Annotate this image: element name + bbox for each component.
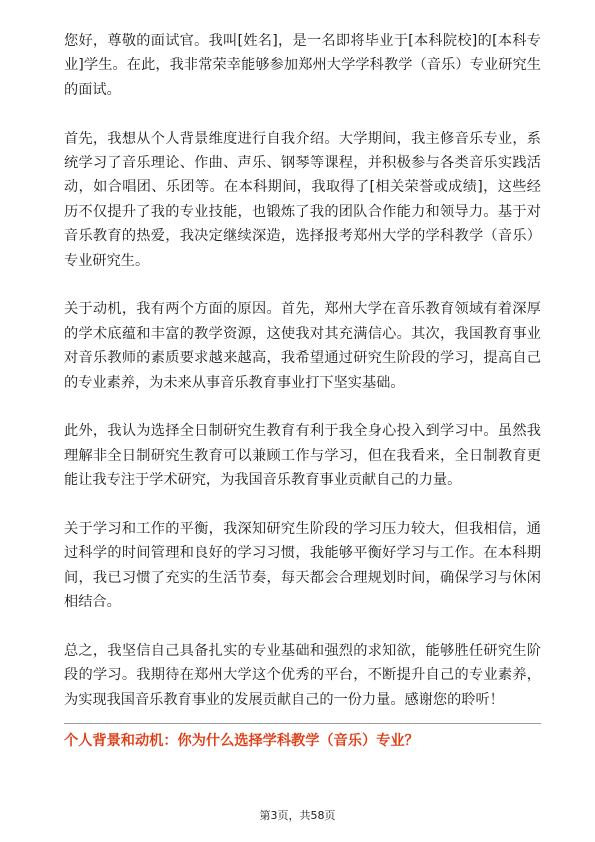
paragraph-spacer <box>64 102 541 126</box>
paragraph-motivation: 关于动机，我有两个方面的原因。首先，郑州大学在音乐教育领域有着深厚的学术底蕴和丰富的教学资源，这使我对其充满信心。其次，我国教育事业对音乐教师的素质要求越来越高，我希望通过研究生阶段的学习，提高自己的专业素养，为未来从事音乐教育事业打下坚实基础。 <box>64 301 541 391</box>
paragraph-balance: 关于学习和工作的平衡，我深知研究生阶段的学习压力较大，但我相信，通过科学的时间管理和良好的学习习惯，我能够平衡好学习与工作。在本科期间，我已习惯了充实的生活节奏，每天都会合理规划时间，确保学习与休闲相结合。 <box>64 521 541 611</box>
paragraph-background: 首先，我想从个人背景维度进行自我介绍。大学期间，我主修音乐专业，系统学习了音乐理论、作曲、声乐、钢琴等课程，并积极参与各类音乐实践活动，如合唱团、乐团等。在本科期间，我取得了[相关荣誉或成绩]，这些经历不仅提升了我的专业技能，也锻炼了我的团队合作能力和领导力。基于对音乐教育的热爱，我决定继续深造，选择报考郑州大学的学科教学（音乐）专业研究生。 <box>64 130 541 269</box>
paragraph-greeting: 您好，尊敬的面试官。我叫[姓名]，是一名即将毕业于[本科院校]的[本科专业]学生。在此，我非常荣幸能够参加郑州大学学科教学（音乐）专业研究生的面试。 <box>64 33 541 98</box>
paragraph-spacer <box>64 395 541 419</box>
question-heading: 个人背景和动机：你为什么选择学科教学（音乐）专业？ <box>64 733 419 750</box>
paragraph-spacer <box>64 493 541 517</box>
section-divider <box>64 723 541 724</box>
paragraph-conclusion: 总之，我坚信自己具备扎实的专业基础和强烈的求知欲，能够胜任研究生阶段的学习。我期待在郑州大学这个优秀的平台，不断提升自己的专业素养，为实现我国音乐教育事业的发展贡献自己的一份力量。感谢您的聆听！ <box>64 643 541 708</box>
page-footer: 第3页，共58页 <box>259 809 336 822</box>
paragraph-spacer <box>64 273 541 297</box>
document-body <box>64 29 541 753</box>
paragraph-full-time: 此外，我认为选择全日制研究生教育有利于我全身心投入到学习中。虽然我理解非全日制研究生教育可以兼顾工作与学习，但在我看来，全日制教育更能让我专注于学术研究，为我国音乐教育事业贡献自己的力量。 <box>64 423 541 489</box>
paragraph-spacer <box>64 615 541 639</box>
